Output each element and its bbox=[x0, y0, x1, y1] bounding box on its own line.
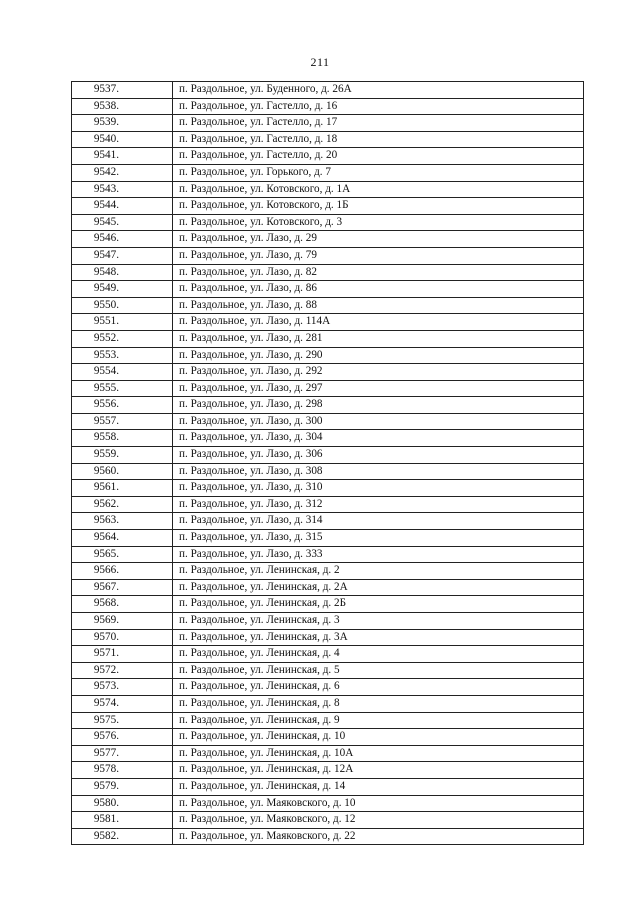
table-row bbox=[72, 98, 584, 115]
table-row bbox=[72, 281, 584, 298]
table-row bbox=[72, 198, 584, 215]
table-row bbox=[72, 762, 584, 779]
address-cell: п. Раздольное, ул. Ленинская, д. 12А bbox=[173, 762, 584, 779]
row-number-cell: 9552. bbox=[72, 330, 173, 347]
table-row bbox=[72, 712, 584, 729]
row-number-cell: 9544. bbox=[72, 198, 173, 215]
address-cell: п. Раздольное, ул. Лазо, д. 304 bbox=[173, 430, 584, 447]
table-row bbox=[72, 164, 584, 181]
address-cell: п. Раздольное, ул. Ленинская, д. 6 bbox=[173, 679, 584, 696]
address-cell: п. Раздольное, ул. Гастелло, д. 17 bbox=[173, 115, 584, 132]
row-number-cell: 9546. bbox=[72, 231, 173, 248]
row-number-cell: 9563. bbox=[72, 513, 173, 530]
table-row bbox=[72, 314, 584, 331]
table-row bbox=[72, 695, 584, 712]
row-number-cell: 9540. bbox=[72, 131, 173, 148]
table-row bbox=[72, 364, 584, 381]
address-cell: п. Раздольное, ул. Ленинская, д. 3 bbox=[173, 613, 584, 630]
table-row bbox=[72, 231, 584, 248]
row-number-cell: 9545. bbox=[72, 214, 173, 231]
table-row bbox=[72, 579, 584, 596]
address-cell: п. Раздольное, ул. Гастелло, д. 18 bbox=[173, 131, 584, 148]
address-cell: п. Раздольное, ул. Лазо, д. 82 bbox=[173, 264, 584, 281]
address-cell: п. Раздольное, ул. Лазо, д. 297 bbox=[173, 380, 584, 397]
address-cell: п. Раздольное, ул. Ленинская, д. 5 bbox=[173, 662, 584, 679]
address-cell: п. Раздольное, ул. Лазо, д. 298 bbox=[173, 397, 584, 414]
address-cell: п. Раздольное, ул. Ленинская, д. 9 bbox=[173, 712, 584, 729]
row-number-cell: 9569. bbox=[72, 613, 173, 630]
row-number-cell: 9539. bbox=[72, 115, 173, 132]
row-number-cell: 9573. bbox=[72, 679, 173, 696]
row-number-cell: 9555. bbox=[72, 380, 173, 397]
table-row bbox=[72, 413, 584, 430]
address-table-body bbox=[72, 82, 584, 845]
row-number-cell: 9551. bbox=[72, 314, 173, 331]
row-number-cell: 9582. bbox=[72, 828, 173, 845]
table-row bbox=[72, 297, 584, 314]
table-row bbox=[72, 513, 584, 530]
row-number-cell: 9553. bbox=[72, 347, 173, 364]
address-cell: п. Раздольное, ул. Лазо, д. 300 bbox=[173, 413, 584, 430]
address-cell: п. Раздольное, ул. Маяковского, д. 10 bbox=[173, 795, 584, 812]
address-cell: п. Раздольное, ул. Котовского, д. 1А bbox=[173, 181, 584, 198]
address-cell: п. Раздольное, ул. Ленинская, д. 2 bbox=[173, 563, 584, 580]
address-cell: п. Раздольное, ул. Лазо, д. 292 bbox=[173, 364, 584, 381]
row-number-cell: 9574. bbox=[72, 695, 173, 712]
address-cell: п. Раздольное, ул. Маяковского, д. 22 bbox=[173, 828, 584, 845]
address-cell: п. Раздольное, ул. Лазо, д. 281 bbox=[173, 330, 584, 347]
table-row bbox=[72, 347, 584, 364]
row-number-cell: 9581. bbox=[72, 812, 173, 829]
address-cell: п. Раздольное, ул. Котовского, д. 1Б bbox=[173, 198, 584, 215]
row-number-cell: 9557. bbox=[72, 413, 173, 430]
address-cell: п. Раздольное, ул. Лазо, д. 333 bbox=[173, 546, 584, 563]
table-row bbox=[72, 496, 584, 513]
address-cell: п. Раздольное, ул. Буденного, д. 26А bbox=[173, 82, 584, 99]
row-number-cell: 9554. bbox=[72, 364, 173, 381]
table-row bbox=[72, 646, 584, 663]
table-row bbox=[72, 131, 584, 148]
row-number-cell: 9556. bbox=[72, 397, 173, 414]
address-cell: п. Раздольное, ул. Лазо, д. 114А bbox=[173, 314, 584, 331]
table-row bbox=[72, 778, 584, 795]
table-row bbox=[72, 247, 584, 264]
address-cell: п. Раздольное, ул. Лазо, д. 314 bbox=[173, 513, 584, 530]
row-number-cell: 9550. bbox=[72, 297, 173, 314]
row-number-cell: 9570. bbox=[72, 629, 173, 646]
row-number-cell: 9537. bbox=[72, 82, 173, 99]
address-cell: п. Раздольное, ул. Ленинская, д. 10А bbox=[173, 745, 584, 762]
page-number: 211 bbox=[310, 55, 330, 69]
row-number-cell: 9571. bbox=[72, 646, 173, 663]
address-cell: п. Раздольное, ул. Лазо, д. 308 bbox=[173, 463, 584, 480]
table-row bbox=[72, 463, 584, 480]
row-number-cell: 9576. bbox=[72, 729, 173, 746]
table-row bbox=[72, 380, 584, 397]
address-cell: п. Раздольное, ул. Котовского, д. 3 bbox=[173, 214, 584, 231]
table-row bbox=[72, 82, 584, 99]
row-number-cell: 9577. bbox=[72, 745, 173, 762]
address-cell: п. Раздольное, ул. Гастелло, д. 20 bbox=[173, 148, 584, 165]
table-row bbox=[72, 148, 584, 165]
row-number-cell: 9562. bbox=[72, 496, 173, 513]
address-cell: п. Раздольное, ул. Ленинская, д. 8 bbox=[173, 695, 584, 712]
table-row bbox=[72, 264, 584, 281]
row-number-cell: 9565. bbox=[72, 546, 173, 563]
table-row bbox=[72, 447, 584, 464]
address-cell: п. Раздольное, ул. Ленинская, д. 14 bbox=[173, 778, 584, 795]
address-cell: п. Раздольное, ул. Лазо, д. 312 bbox=[173, 496, 584, 513]
address-cell: п. Раздольное, ул. Лазо, д. 86 bbox=[173, 281, 584, 298]
table-row bbox=[72, 397, 584, 414]
table-row bbox=[72, 181, 584, 198]
table-row bbox=[72, 729, 584, 746]
table-row bbox=[72, 530, 584, 547]
table-row bbox=[72, 745, 584, 762]
row-number-cell: 9541. bbox=[72, 148, 173, 165]
table-row bbox=[72, 480, 584, 497]
row-number-cell: 9561. bbox=[72, 480, 173, 497]
address-cell: п. Раздольное, ул. Гастелло, д. 16 bbox=[173, 98, 584, 115]
table-row bbox=[72, 812, 584, 829]
address-cell: п. Раздольное, ул. Лазо, д. 310 bbox=[173, 480, 584, 497]
row-number-cell: 9548. bbox=[72, 264, 173, 281]
row-number-cell: 9543. bbox=[72, 181, 173, 198]
table-row bbox=[72, 662, 584, 679]
row-number-cell: 9575. bbox=[72, 712, 173, 729]
table-row bbox=[72, 546, 584, 563]
address-cell: п. Раздольное, ул. Ленинская, д. 10 bbox=[173, 729, 584, 746]
row-number-cell: 9568. bbox=[72, 596, 173, 613]
table-row bbox=[72, 214, 584, 231]
address-cell: п. Раздольное, ул. Лазо, д. 79 bbox=[173, 247, 584, 264]
address-cell: п. Раздольное, ул. Лазо, д. 315 bbox=[173, 530, 584, 547]
row-number-cell: 9560. bbox=[72, 463, 173, 480]
row-number-cell: 9559. bbox=[72, 447, 173, 464]
row-number-cell: 9538. bbox=[72, 98, 173, 115]
address-cell: п. Раздольное, ул. Ленинская, д. 3А bbox=[173, 629, 584, 646]
address-table bbox=[71, 81, 584, 845]
row-number-cell: 9542. bbox=[72, 164, 173, 181]
table-row bbox=[72, 795, 584, 812]
row-number-cell: 9566. bbox=[72, 563, 173, 580]
address-cell: п. Раздольное, ул. Лазо, д. 290 bbox=[173, 347, 584, 364]
table-row bbox=[72, 430, 584, 447]
row-number-cell: 9549. bbox=[72, 281, 173, 298]
row-number-cell: 9567. bbox=[72, 579, 173, 596]
address-cell: п. Раздольное, ул. Ленинская, д. 2А bbox=[173, 579, 584, 596]
address-cell: п. Раздольное, ул. Горького, д. 7 bbox=[173, 164, 584, 181]
address-cell: п. Раздольное, ул. Ленинская, д. 4 bbox=[173, 646, 584, 663]
address-cell: п. Раздольное, ул. Лазо, д. 306 bbox=[173, 447, 584, 464]
row-number-cell: 9558. bbox=[72, 430, 173, 447]
table-row bbox=[72, 828, 584, 845]
table-row bbox=[72, 613, 584, 630]
table-row bbox=[72, 563, 584, 580]
table-row bbox=[72, 679, 584, 696]
address-cell: п. Раздольное, ул. Лазо, д. 29 bbox=[173, 231, 584, 248]
row-number-cell: 9564. bbox=[72, 530, 173, 547]
table-row bbox=[72, 330, 584, 347]
table-row bbox=[72, 115, 584, 132]
row-number-cell: 9579. bbox=[72, 778, 173, 795]
row-number-cell: 9580. bbox=[72, 795, 173, 812]
row-number-cell: 9572. bbox=[72, 662, 173, 679]
table-row bbox=[72, 629, 584, 646]
table-row bbox=[72, 596, 584, 613]
row-number-cell: 9578. bbox=[72, 762, 173, 779]
address-cell: п. Раздольное, ул. Лазо, д. 88 bbox=[173, 297, 584, 314]
address-cell: п. Раздольное, ул. Маяковского, д. 12 bbox=[173, 812, 584, 829]
address-cell: п. Раздольное, ул. Ленинская, д. 2Б bbox=[173, 596, 584, 613]
row-number-cell: 9547. bbox=[72, 247, 173, 264]
